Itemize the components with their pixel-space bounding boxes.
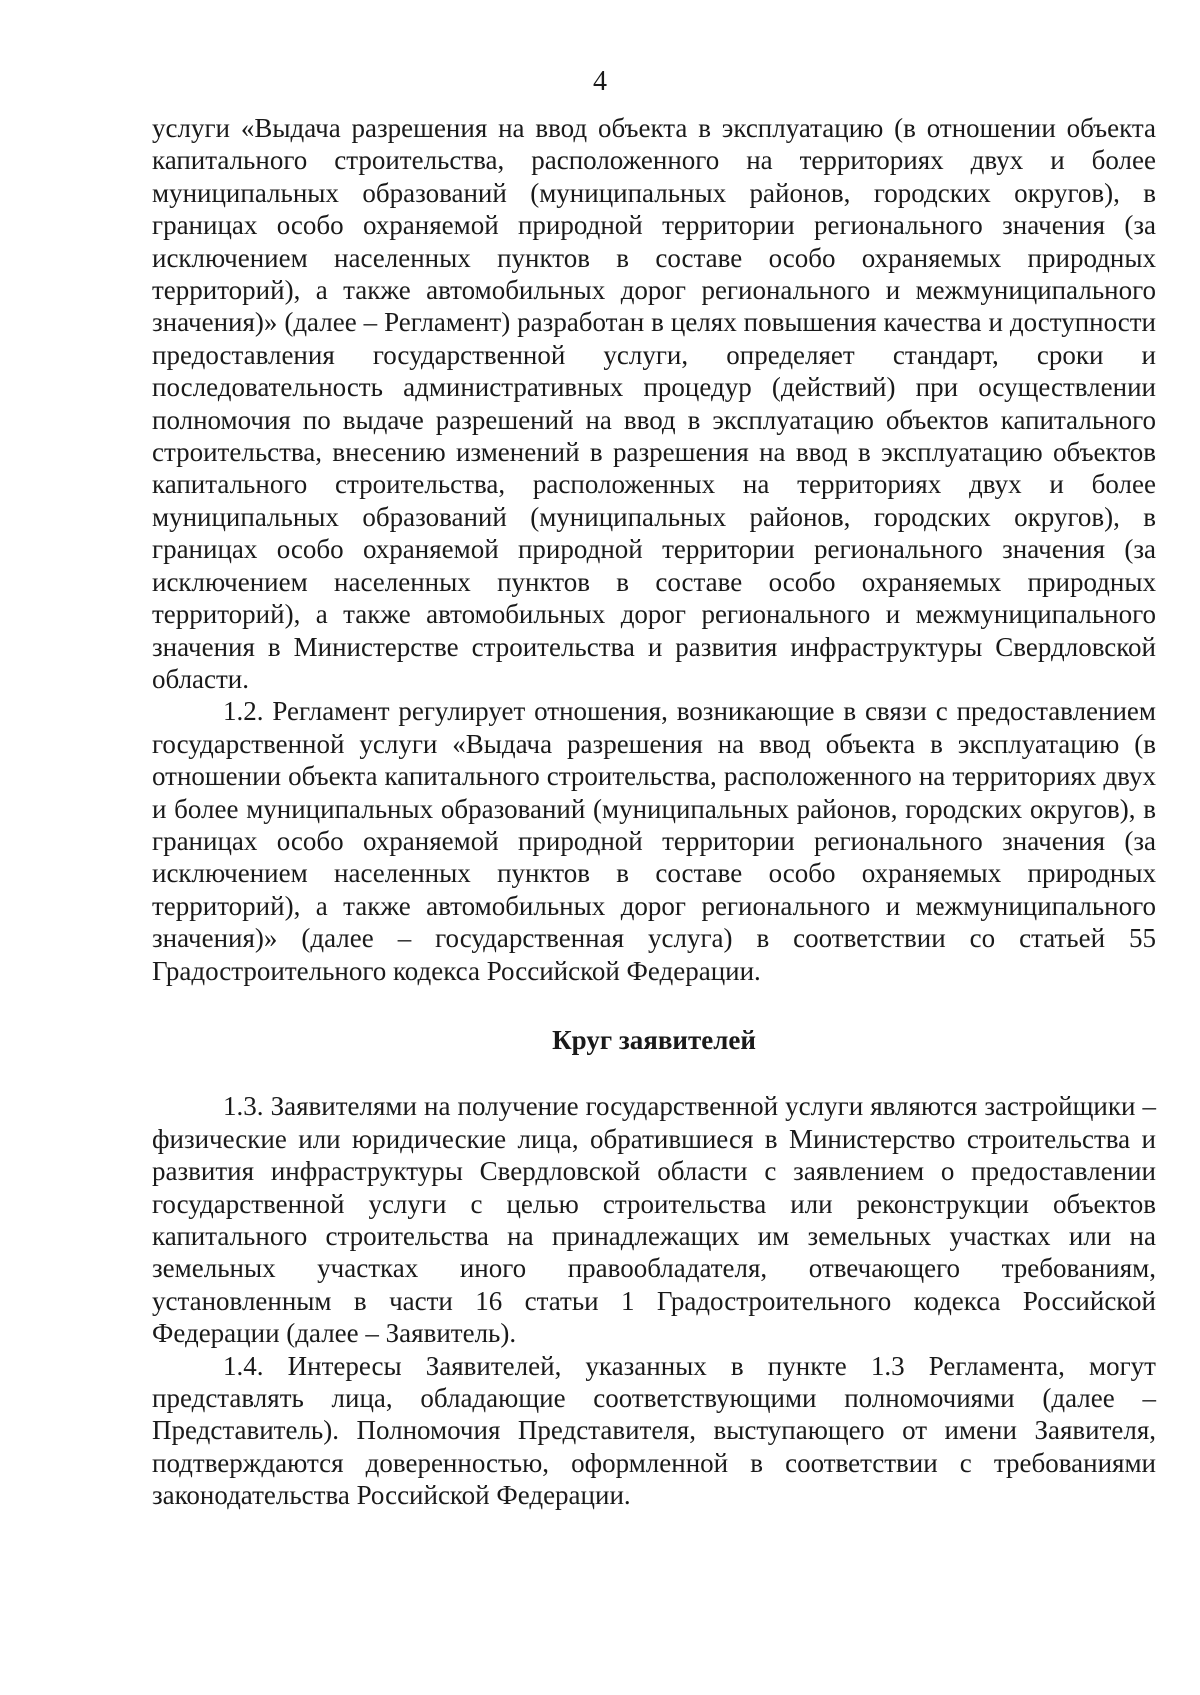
page-number: 4 bbox=[593, 66, 607, 97]
paragraph-1-3: 1.3. Заявителями на получение государственной услуги являются застройщики – физические или юридические лица, обратившиеся в Министерство строительства и развития инфраструктуры Свердловской области с заявлением о предоставлении государственной услуги с целью строительства или реконструкции объектов капитального строительства на принадлежащих им земельных участках или на земельных участках иного правообладателя, отвечающего требованиям, установленным в части 16 статьи 1 Градостроительного кодекса Российской Федерации (далее – Заявитель). bbox=[152, 1091, 1156, 1349]
paragraph-1-4: 1.4. Интересы Заявителей, указанных в пункте 1.3 Регламента, могут представлять лица, обладающие соответствующими полномочиями (далее – Представитель). Полномочия Представителя, выступающего от имени Заявителя, подтверждаются доверенностью, оформленной в соответствии с требованиями законодательства Российской Федерации. bbox=[152, 1350, 1156, 1511]
document-body bbox=[152, 112, 1156, 1512]
section-heading: Круг заявителей bbox=[552, 1024, 756, 1055]
paragraph-1-2: 1.2. Регламент регулирует отношения, возникающие в связи с предоставлением государственной услуги «Выдача разрешения на ввод объекта в эксплуатацию (в отношении объекта капитального строительства, расположенного на территориях двух и более муниципальных образований (муниципальных районов, городских округов), в границах особо охраняемой природной территории регионального значения (за исключением населенных пунктов в составе особо охраняемых природных территорий), а также автомобильных дорог регионального и межмуниципального значения)» (далее – государственная услуга) в соответствии со статьей 55 Градостроительного кодекса Российской Федерации. bbox=[152, 696, 1156, 986]
paragraph-service-description: услуги «Выдача разрешения на ввод объекта в эксплуатацию (в отношении объекта капитального строительства, расположенного на территориях двух и более муниципальных образований (муниципальных районов, городских округов), в границах особо охраняемой природной территории регионального значения (за исключением населенных пунктов в составе особо охраняемых природных территорий), а также автомобильных дорог регионального и межмуниципального значения)» (далее – Регламент) разработан в целях повышения качества и доступности предоставления государственной услуги, определяет стандарт, сроки и последовательность административных процедур (действий) при осуществлении полномочия по выдаче разрешений на ввод в эксплуатацию объектов капитального строительства, внесению изменений в разрешения на ввод в эксплуатацию объектов капитального строительства, расположенных на территориях двух и более муниципальных образований (муниципальных районов, городских округов), в границах особо охраняемой природной территории регионального значения (за исключением населенных пунктов в составе особо охраняемых природных территорий), а также автомобильных дорог регионального и межмуниципального значения в Министерстве строительства и развития инфраструктуры Свердловской области. bbox=[152, 113, 1156, 694]
